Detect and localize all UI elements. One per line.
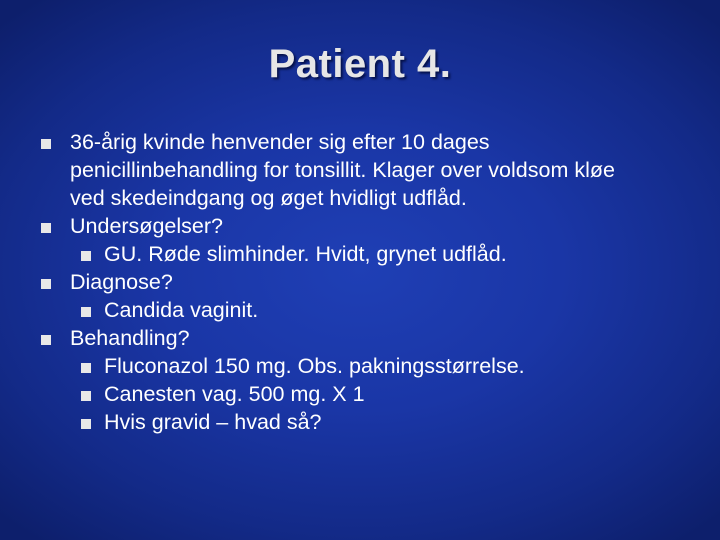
bullet-text-line: Hvis gravid – hvad så? bbox=[104, 410, 322, 434]
bullet-text-line: GU. Røde slimhinder. Hvidt, grynet udflåd. bbox=[104, 242, 507, 266]
square-bullet-icon bbox=[81, 391, 91, 401]
bullet-text-line: Candida vaginit. bbox=[104, 298, 259, 322]
bullet-item-case bbox=[40, 128, 700, 212]
bullet-text-line: Canesten vag. 500 mg. X 1 bbox=[104, 382, 365, 406]
bullet-text-line: Behandling? bbox=[70, 326, 190, 350]
square-bullet-icon bbox=[41, 279, 51, 289]
square-bullet-icon bbox=[81, 251, 91, 261]
bullet-text-line: Fluconazol 150 mg. Obs. pakningsstørrelse. bbox=[104, 354, 525, 378]
sub-bullet-item-pregnant bbox=[40, 408, 700, 436]
square-bullet-icon bbox=[41, 335, 51, 345]
sub-bullet-item-fluconazol bbox=[40, 352, 700, 380]
square-bullet-icon bbox=[81, 307, 91, 317]
sub-bullet-item-diagnosis-answer bbox=[40, 296, 700, 324]
bullet-item-diagnosis bbox=[40, 268, 700, 296]
square-bullet-icon bbox=[81, 419, 91, 429]
bullet-text-line: penicillinbehandling for tonsillit. Klager over voldsom kløe bbox=[70, 158, 615, 182]
square-bullet-icon bbox=[41, 223, 51, 233]
bullet-text-line: Undersøgelser? bbox=[70, 214, 223, 238]
bullet-text-line: Diagnose? bbox=[70, 270, 173, 294]
bullet-text-line: 36-årig kvinde henvender sig efter 10 dages bbox=[70, 130, 490, 154]
sub-bullet-item-canesten bbox=[40, 380, 700, 408]
bullet-item-treatment bbox=[40, 324, 700, 352]
slide-title: Patient 4. bbox=[268, 42, 452, 86]
slide-body bbox=[40, 128, 700, 436]
bullet-text-line: ved skedeindgang og øget hvidligt udflåd. bbox=[70, 186, 467, 210]
bullet-item-examinations bbox=[40, 212, 700, 240]
square-bullet-icon bbox=[41, 139, 51, 149]
square-bullet-icon bbox=[81, 363, 91, 373]
sub-bullet-item-findings bbox=[40, 240, 700, 268]
